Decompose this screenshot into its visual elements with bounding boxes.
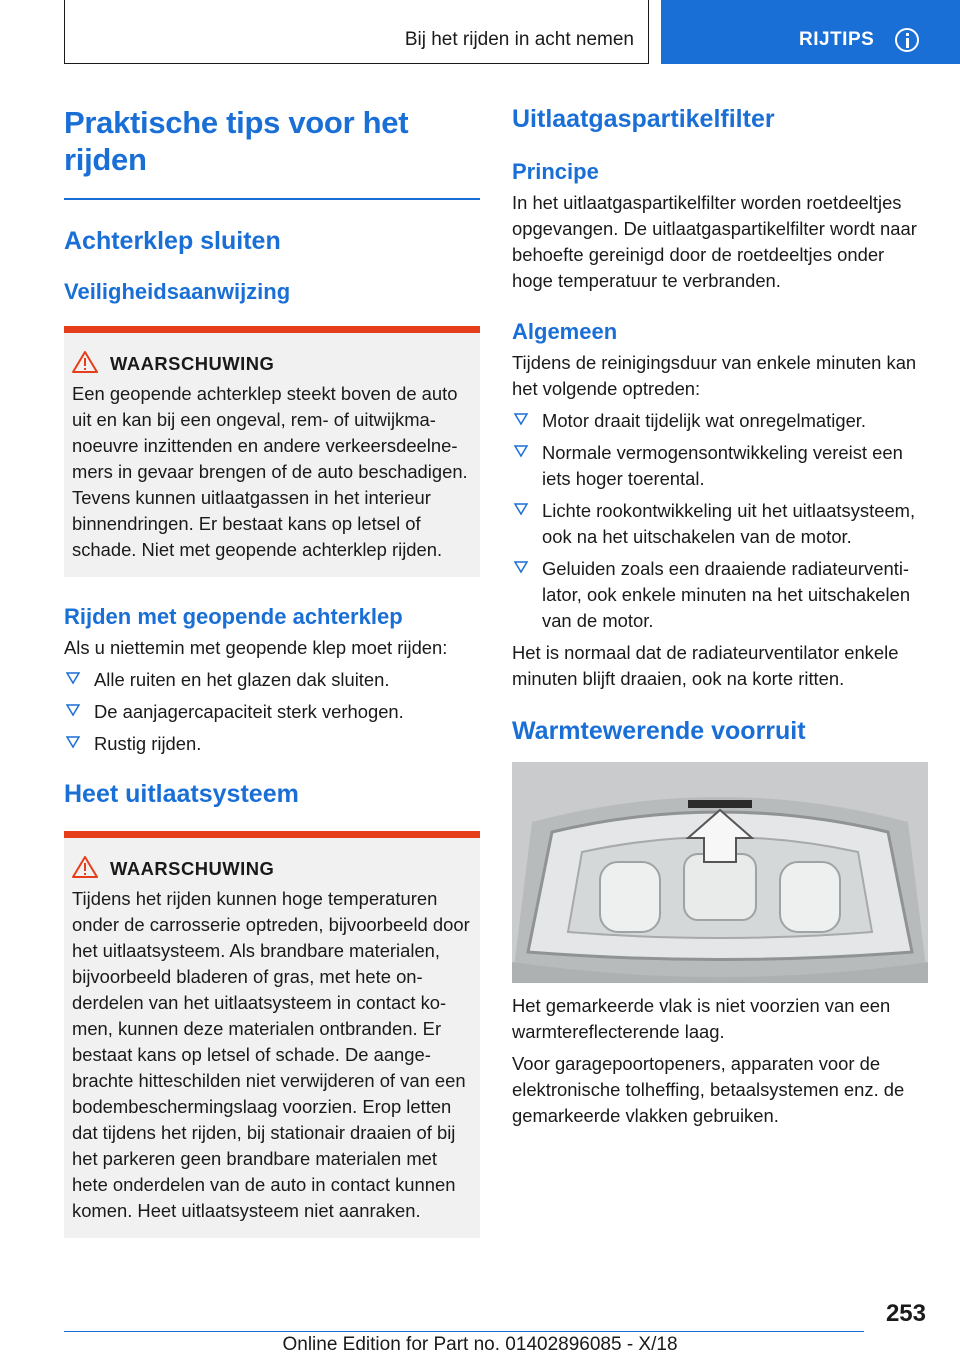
bullet-arrow-icon <box>66 703 80 717</box>
general-intro: Tijdens de reinigingsduur van enkele minuten kan het volgende optreden: <box>512 352 917 399</box>
header-tab[interactable] <box>661 0 960 64</box>
heading-safety: Veiligheidsaanwijzing <box>64 279 291 304</box>
list-item: Alle ruiten en het glazen dak sluiten. <box>64 667 480 693</box>
bullet-arrow-icon <box>514 444 528 458</box>
windshield-illustration <box>512 762 928 983</box>
warning-triangle-icon <box>72 351 98 373</box>
warning-title: WAARSCHUWING <box>110 353 275 374</box>
list-item: De aanjagercapaciteit sterk verhogen. <box>64 699 480 725</box>
warning-triangle-icon <box>72 856 98 878</box>
windshield-text-1: Het gemarkeerde vlak is niet voorzien van een warmtereflecterende laag. <box>512 995 891 1042</box>
right-column <box>512 104 928 1129</box>
heading-windshield: Warmtewerende voorruit <box>512 717 806 745</box>
car-interior-illustration <box>512 762 928 983</box>
general-list <box>512 408 928 634</box>
page-number: 253 <box>885 1300 926 1327</box>
info-icon[interactable] <box>895 28 919 52</box>
page-title: Praktische tips voor het rijden <box>64 105 409 177</box>
list-item: Lichte rookontwikkeling uit het uitlaatsysteem, ook na het uitschakelen van de motor. <box>512 498 928 550</box>
left-column <box>64 104 480 1238</box>
list-item: Rustig rijden. <box>64 731 480 757</box>
warning-text: Tijdens het rijden kunnen hoge temperaturen onder de carrosserie optreden, bijvoorbeeld door het uitlaatsysteem. Als brandbare materialen, bijvoorbeeld bladeren of gras, met hete onderdelen van het uitlaatsysteem in contact komen, kunnen deze materialen ontbranden. Er bestaat kans op letsel of schade. De aangebrachte hitteschilden niet verwijderen of van een bodembeschermingslaag voorzien. Erop letten dat tijdens het rijden, bij stationair draaien of bij het parkeren geen brandbare materialen met hete onderdelen van de auto in contact kunnen komen. Heet uitlaatsysteem niet aanraken. <box>72 888 470 1221</box>
principle-text: In het uitlaatgaspartikelfilter worden roetdeeltjes opgevangen. De uitlaatgaspartikelfilter wordt naar behoefte gereinigd door de roetdeeltjes onder hoge temperatuur te verbranden. <box>512 192 917 291</box>
windshield-text-2: Voor garagepoortopeners, apparaten voor de elektronische tolheffing, betaalsystemen enz. de gemarkeerde vlakken gebruiken. <box>512 1053 905 1126</box>
bullet-arrow-icon <box>514 412 528 426</box>
footer-text: Online Edition for Part no. 01402896085 - X/18 <box>282 1334 678 1355</box>
header-section-title: Bij het rijden in acht nemen <box>404 29 634 50</box>
heading-particle-filter: Uitlaatgaspartikelfilter <box>512 105 775 133</box>
footer-divider <box>64 1331 864 1332</box>
heading-tailgate: Achterklep sluiten <box>64 227 281 255</box>
header-tab-label: RIJTIPS <box>799 29 875 50</box>
warning-box-tailgate <box>64 326 480 577</box>
open-intro: Als u niettemin met geopende klep moet rijden: <box>64 637 448 658</box>
warning-title: WAARSCHUWING <box>110 858 275 879</box>
warning-text: Een geopende achterklep steekt boven de auto uit en kan bij een ongeval, rem- of uitwijkmanoeuvre inzittenden en andere verkeersdeelnemers in gevaar brengen of de auto beschadigen. Tevens kunnen uitlaatgassen in het interieur binnendringen. Er bestaat kans op letsel of schade. Niet met geopende achterklep rijden. <box>72 383 468 560</box>
heading-exhaust: Heet uitlaatsysteem <box>64 780 299 808</box>
header-section-box <box>64 0 649 64</box>
open-list <box>64 667 480 757</box>
list-item: Geluiden zoals een draaiende radiateurventilator, ook enkele minuten na het uitschakelen van de motor. <box>512 556 928 634</box>
bullet-arrow-icon <box>514 502 528 516</box>
bullet-arrow-icon <box>514 560 528 574</box>
general-outro: Het is normaal dat de radiateurventilator enkele minuten blijft draaien, ook na korte ritten. <box>512 642 899 689</box>
list-item: Motor draait tijdelijk wat onregelmatiger. <box>512 408 928 434</box>
bullet-arrow-icon <box>66 735 80 749</box>
heading-principle: Principe <box>512 159 599 184</box>
warning-box-exhaust <box>64 831 480 1238</box>
heading-open-tailgate: Rijden met geopende achterklep <box>64 604 403 629</box>
title-divider <box>64 198 480 200</box>
list-item: Normale vermogensontwikkeling vereist een iets hoger toerental. <box>512 440 928 492</box>
bullet-arrow-icon <box>66 671 80 685</box>
heading-general: Algemeen <box>512 319 618 344</box>
